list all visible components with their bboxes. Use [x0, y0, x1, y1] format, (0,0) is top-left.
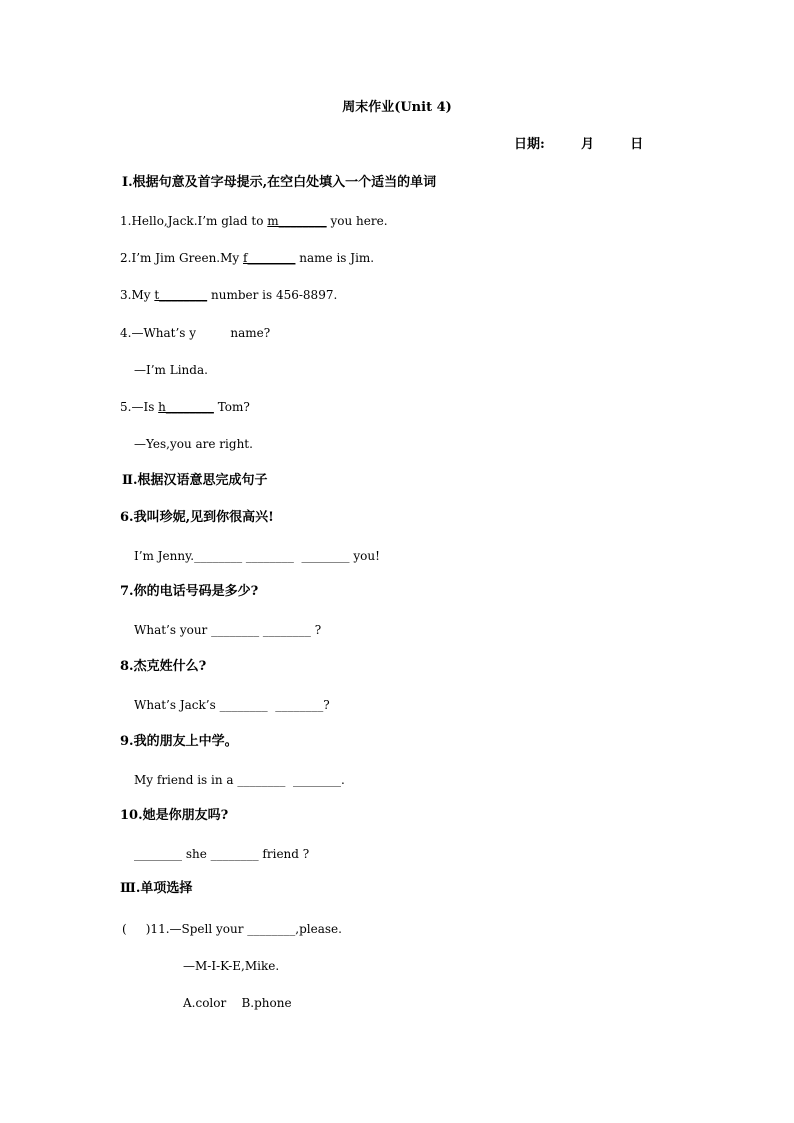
question-5-hint: h________: [158, 400, 214, 414]
question-1-text-post: you here.: [326, 214, 388, 228]
question-2-hint: f________: [243, 251, 296, 265]
page-title: 周末作业(Unit 4): [342, 100, 452, 115]
question-2: [120, 250, 374, 266]
question-11-answer: —M-I-K-E,Mike.: [183, 959, 280, 973]
question-3-hint: t________: [154, 288, 208, 302]
question-3-text-pre: 3.My: [120, 288, 155, 302]
section-1-heading: Ⅰ.根据句意及首字母提示,在空白处填入一个适当的单词: [122, 175, 437, 190]
question-10-chinese: 10.她是你朋友吗?: [120, 808, 229, 823]
section-2-heading: Ⅱ.根据汉语意思完成句子: [122, 473, 268, 488]
question-9-chinese: 9.我的朋友上中学。: [120, 734, 238, 749]
question-6-chinese: 6.我叫珍妮,见到你很高兴!: [120, 510, 274, 525]
question-1-hint: m________: [267, 214, 327, 228]
question-7-chinese: 7.你的电话号码是多少?: [120, 584, 259, 599]
question-5-text-pre: 5.—Is: [120, 400, 159, 414]
question-3-text-post: number is 456-8897.: [207, 288, 338, 302]
question-2-text-pre: 2.I’m Jim Green.My: [120, 251, 243, 265]
question-10-english: ________ she ________ friend ?: [134, 847, 310, 861]
question-3: [120, 287, 337, 303]
question-5: [120, 399, 250, 415]
date-field: 日期: 月 日: [514, 137, 644, 152]
question-8-english: What’s Jack’s ________ ________?: [134, 698, 330, 712]
question-5-answer: —Yes,you are right.: [134, 437, 253, 451]
question-6-english: I’m Jenny.________ ________ ________ you!: [134, 549, 380, 563]
question-11-options: A.color B.phone: [183, 996, 292, 1010]
question-5-text-post: Tom?: [213, 400, 250, 414]
question-9-english: My friend is in a ________ ________.: [134, 773, 345, 787]
question-7-english: What’s your ________ ________ ?: [134, 623, 322, 637]
section-3-heading: Ⅲ.单项选择: [120, 881, 193, 896]
question-11: ( )11.—Spell your ________,please.: [122, 922, 342, 936]
question-4-answer: —I’m Linda.: [134, 363, 208, 377]
question-8-chinese: 8.杰克姓什么?: [120, 659, 207, 674]
question-2-text-post: name is Jim.: [295, 251, 375, 265]
question-1-text-pre: 1.Hello,Jack.I’m glad to: [120, 214, 268, 228]
question-1: [120, 213, 388, 229]
question-4: 4.—What’s y name?: [120, 326, 271, 340]
